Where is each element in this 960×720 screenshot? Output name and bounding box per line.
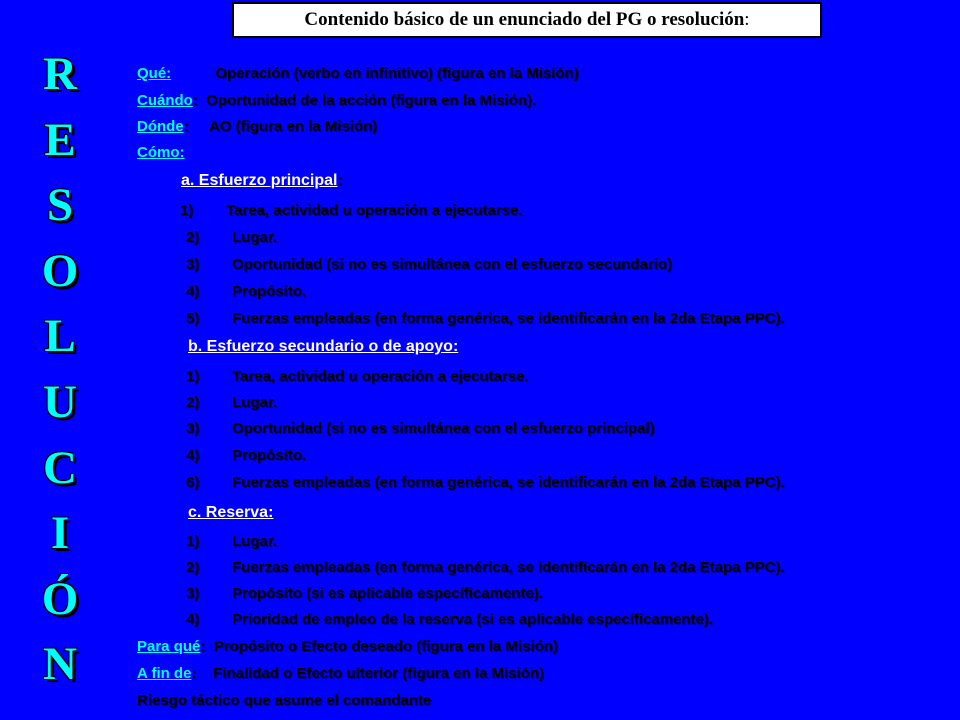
vertical-letter: U	[43, 375, 77, 428]
riesgo-line	[137, 692, 431, 709]
item-text: Tarea, actividad u operación a ejecutarse.	[226, 202, 523, 219]
section-b-heading	[188, 338, 458, 356]
cuando-line	[137, 92, 536, 109]
paraque-text: : Propósito o Efecto deseado (figura en la Misión)	[200, 638, 558, 655]
item-number: 2)	[186, 559, 200, 576]
item-number: 5)	[186, 310, 200, 327]
item-text: Tarea, actividad u operación a ejecutarse.	[232, 368, 529, 385]
list-item	[186, 420, 655, 437]
item-text: Fuerzas empleadas (en forma genérica, se identificarán en la 2da Etapa PPC).	[232, 310, 785, 327]
item-number: 4)	[186, 447, 200, 464]
title-suffix: :	[744, 9, 750, 30]
vertical-letter: O	[41, 244, 79, 297]
item-text: Propósito.	[232, 447, 307, 464]
como-label[interactable]: Cómo:	[137, 144, 185, 161]
slide-title	[232, 2, 822, 38]
section-b-label[interactable]: b. Esfuerzo secundario o de apoyo:	[188, 338, 459, 355]
item-number: 4)	[186, 283, 200, 300]
item-text: Fuerzas empleadas (en forma genérica, se identificarán en la 2da Etapa PPC).	[232, 559, 785, 576]
paraque-line	[137, 638, 558, 655]
cuando-label[interactable]: Cuándo	[137, 92, 193, 109]
item-text: Lugar.	[232, 533, 278, 550]
list-item	[186, 256, 672, 273]
vertical-letter: C	[43, 441, 77, 494]
que-line	[137, 65, 579, 82]
list-item	[186, 559, 785, 576]
list-item	[186, 447, 306, 464]
list-item	[186, 611, 713, 628]
list-item	[186, 533, 277, 550]
item-text: Oportunidad (si no es simultánea con el esfuerzo secundario)	[232, 256, 673, 273]
vertical-letter: L	[44, 310, 76, 363]
vertical-letter: Ó	[41, 572, 79, 625]
que-text: Operación (verbo en infinitivo) (figura en la Misión)	[215, 65, 579, 82]
title-text: Contenido básico de un enunciado del PG o resolución	[304, 9, 745, 30]
item-number: 2)	[186, 229, 200, 246]
item-number: 6)	[186, 474, 200, 491]
item-number: 4)	[186, 611, 200, 628]
list-item	[186, 585, 543, 602]
item-number: 1)	[186, 533, 200, 550]
list-item	[186, 474, 785, 491]
donde-line	[137, 118, 377, 135]
item-text: Oportunidad (si no es simultánea con el esfuerzo principal)	[232, 420, 655, 437]
item-number: 3)	[186, 256, 200, 273]
item-text: Lugar.	[232, 394, 278, 411]
item-text: Prioridad de empleo de la reserva (si es aplicable específicamente).	[232, 611, 714, 628]
vertical-letter: E	[44, 113, 76, 166]
donde-label[interactable]: Dónde	[137, 118, 184, 135]
afinde-text: : Finalidad o Efecto ulterior (figura en la Misión)	[191, 665, 544, 682]
item-text: Fuerzas empleadas (en forma genérica, se identificarán en la 2da Etapa PPC).	[232, 474, 785, 491]
riesgo-text: Riesgo táctico que asume el comandante	[137, 692, 432, 709]
item-number: 3)	[186, 585, 200, 602]
list-item	[186, 394, 277, 411]
section-c-label[interactable]: c. Reserva:	[188, 504, 274, 521]
afinde-label[interactable]: A fin de	[137, 665, 192, 682]
vertical-letter: S	[46, 179, 74, 232]
vertical-letter: R	[43, 48, 77, 100]
list-item	[180, 202, 523, 219]
como-line	[137, 144, 185, 161]
vertical-letter: I	[50, 507, 70, 560]
que-label[interactable]: Qué:	[137, 65, 172, 82]
list-item	[186, 310, 785, 327]
list-item	[186, 368, 529, 385]
section-a-label[interactable]: a. Esfuerzo principal	[181, 172, 338, 189]
section-a-suffix: :	[337, 172, 343, 189]
paraque-label[interactable]: Para qué	[137, 638, 201, 655]
item-number: 1)	[180, 202, 194, 219]
list-item	[186, 229, 277, 246]
item-text: Propósito (si es aplicable específicamente).	[232, 585, 543, 602]
donde-text: : AO (figura en la Misión)	[183, 118, 378, 135]
item-text: Propósito.	[232, 283, 307, 300]
item-number: 1)	[186, 368, 200, 385]
vertical-word	[30, 42, 90, 698]
list-item	[186, 283, 306, 300]
item-number: 2)	[186, 394, 200, 411]
item-text: Lugar.	[232, 229, 278, 246]
afinde-line	[137, 665, 544, 682]
section-a-heading	[181, 172, 343, 190]
item-number: 3)	[186, 420, 200, 437]
section-c-heading	[188, 504, 273, 522]
cuando-text: : Oportunidad de la acción (figura en la Misión).	[192, 92, 537, 109]
vertical-letter: N	[43, 638, 77, 691]
